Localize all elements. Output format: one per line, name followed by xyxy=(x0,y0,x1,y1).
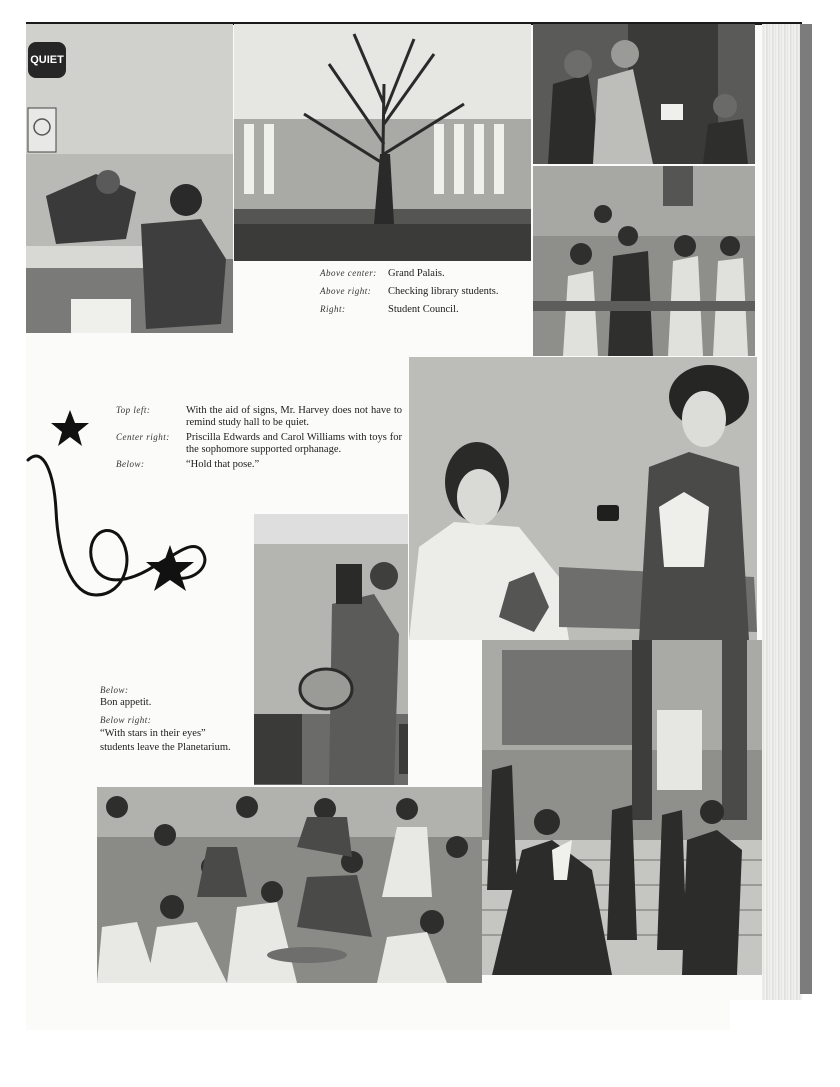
caption-text: “With stars in their eyes” students leave the Planetarium. xyxy=(100,728,231,753)
caption-entry xyxy=(320,268,530,286)
caption-label: Right: xyxy=(320,304,346,314)
caption-entry xyxy=(320,286,530,304)
photo-hold-that-pose xyxy=(254,514,408,785)
book-spine-edge xyxy=(800,24,812,994)
caption-bottom xyxy=(100,685,250,755)
caption-label: Below right: xyxy=(100,715,152,725)
caption-text: Student Council. xyxy=(388,304,459,315)
caption-text: With the aid of signs, Mr. Harvey does not have to remind study hall to be quiet. xyxy=(186,405,402,428)
page-corner xyxy=(730,1000,810,1030)
photo-study-hall xyxy=(26,24,233,333)
caption-text: Priscilla Edwards and Carol Williams with toys for the sophomore supported orphanage. xyxy=(186,432,402,455)
photo-student-council xyxy=(533,166,755,356)
caption-text: Bon appetit. xyxy=(100,697,152,708)
caption-top xyxy=(320,268,530,322)
caption-label: Below: xyxy=(100,685,129,695)
book-spine-pages xyxy=(762,24,802,1000)
caption-text: Checking library students. xyxy=(388,286,499,297)
caption-label: Above right: xyxy=(320,286,372,296)
caption-text: Grand Palais. xyxy=(388,268,445,279)
star-icon xyxy=(51,410,89,446)
caption-entry xyxy=(320,304,530,322)
caption-label: Below: xyxy=(116,459,145,469)
photo-orphanage-toys xyxy=(409,357,757,640)
photo-grand-palais xyxy=(234,24,531,261)
photo-bon-appetit xyxy=(97,787,482,983)
photo-library xyxy=(533,24,755,164)
caption-label: Center right: xyxy=(116,432,170,442)
caption-text: “Hold that pose.” xyxy=(186,459,260,470)
caption-label: Top left: xyxy=(116,405,151,415)
photo-planetarium-exit xyxy=(482,640,762,975)
quiet-sign: QUIET xyxy=(28,42,66,78)
caption-label: Above center: xyxy=(320,268,377,278)
star-swirl-decoration xyxy=(26,405,216,620)
